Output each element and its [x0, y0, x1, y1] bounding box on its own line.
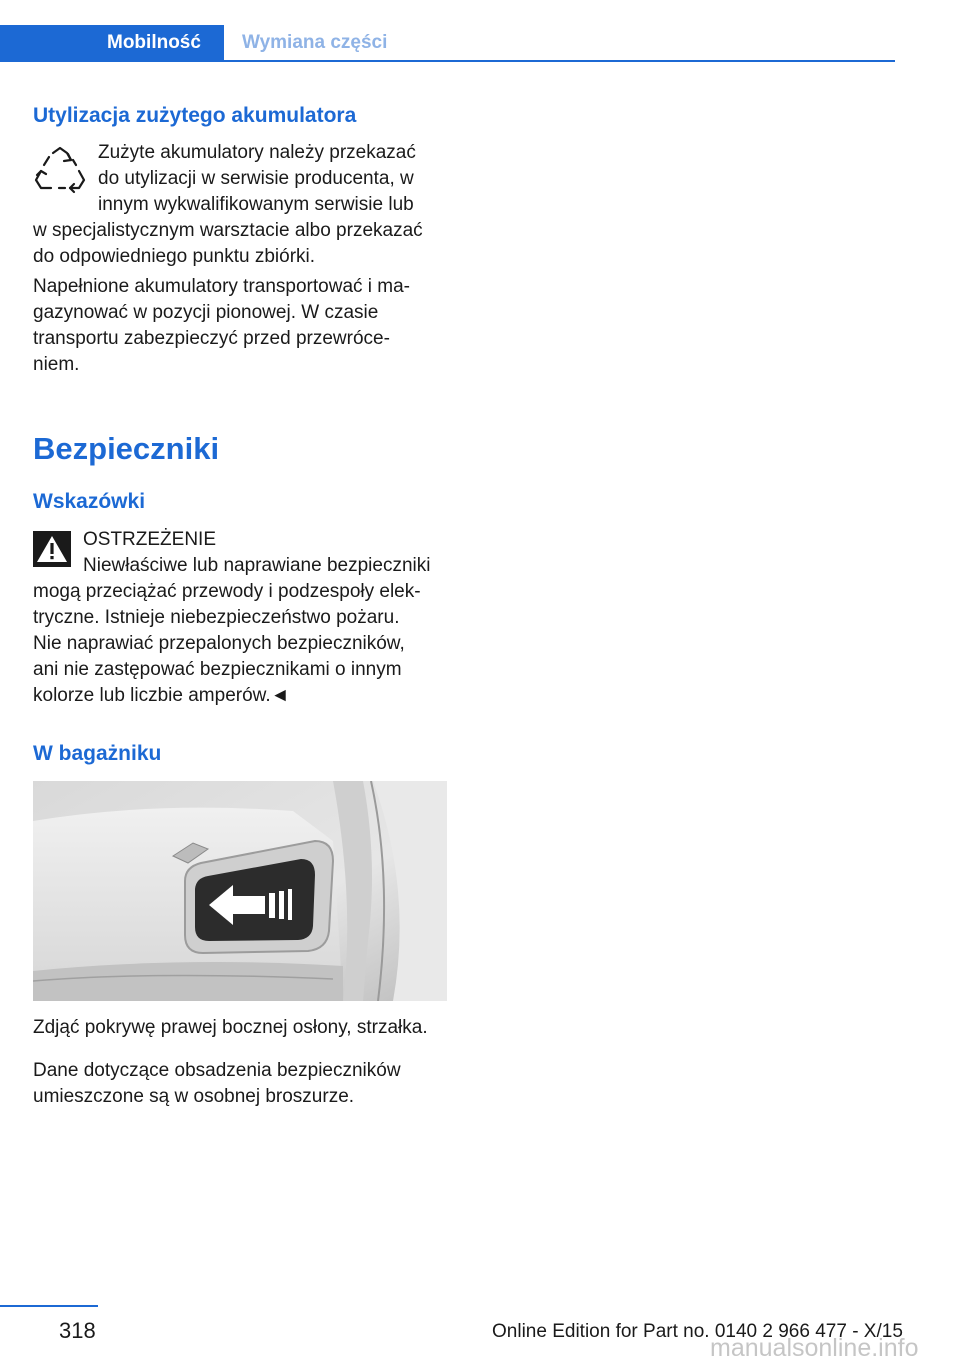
text-line: niem.: [33, 354, 80, 375]
trunk-side-panel-photo: [33, 781, 447, 1001]
watermark: manualsonline.info: [710, 1334, 919, 1362]
battery-transport-paragraph: [33, 274, 453, 378]
footer-rule: [0, 1305, 98, 1307]
edition-note: Online Edition for Part no. 0140 2 966 477 - X/15: [492, 1321, 903, 1342]
text-line: w specjalistycznym warsztacie albo przekazać: [33, 220, 423, 241]
tab-mobilnosc-label: Mobilność: [107, 32, 201, 53]
tab-wymiana-czesci-label: Wymiana części: [242, 32, 388, 53]
text-line: ani nie zastępować bezpiecznikami o innym: [33, 659, 402, 680]
text-line: Niewłaściwe lub naprawiane bezpieczniki: [83, 555, 431, 576]
warning-label: OSTRZEŻENIE: [83, 529, 217, 550]
text-line: Napełnione akumulatory transportować i ma‐: [33, 276, 411, 297]
text-line: kolorze lub liczbie amperów.◄: [33, 685, 290, 706]
tab-wymiana-czesci[interactable]: [242, 25, 387, 60]
text-line: transportu zabezpieczyć przed przewróce‐: [33, 328, 390, 349]
text-line: Dane dotyczące obsadzenia bezpieczników: [33, 1060, 401, 1081]
text-line: innym wykwalifikowanym serwisie lub: [98, 194, 414, 215]
in-trunk-heading: W bagażniku: [33, 742, 162, 765]
text-line: do odpowiedniego punktu zbiórki.: [33, 246, 316, 267]
text-line: tryczne. Istnieje niebezpieczeństwo pożaru.: [33, 607, 400, 628]
tab-mobilnosc[interactable]: [0, 25, 224, 60]
caption-line: Zdjąć pokrywę prawej bocznej osłony, strzałka.: [33, 1017, 428, 1038]
warning-block: [33, 527, 473, 709]
fuses-title: Bezpieczniki: [33, 431, 220, 466]
text-line: Nie naprawiać przepalonych bezpieczników,: [33, 633, 405, 654]
text-line: do utylizacji w serwisie producenta, w: [98, 168, 414, 189]
battery-disposal-heading: Utylizacja zużytego akumulatora: [33, 104, 357, 127]
notes-heading: Wskazówki: [33, 490, 146, 513]
fuse-assignment-paragraph: [33, 1058, 453, 1110]
text-line: gazynować w pozycji pionowej. W czasie: [33, 302, 379, 323]
text-line: mogą przeciążać przewody i podzespoły elek‐: [33, 581, 421, 602]
battery-disposal-paragraph: [33, 140, 453, 270]
photo-caption: [33, 1015, 473, 1041]
page-header: [0, 25, 895, 62]
header-rule: [0, 60, 895, 62]
page-number: 318: [59, 1318, 96, 1343]
text-line: umieszczone są w osobnej broszurze.: [33, 1086, 355, 1107]
text-line: Zużyte akumulatory należy przekazać: [98, 142, 416, 163]
